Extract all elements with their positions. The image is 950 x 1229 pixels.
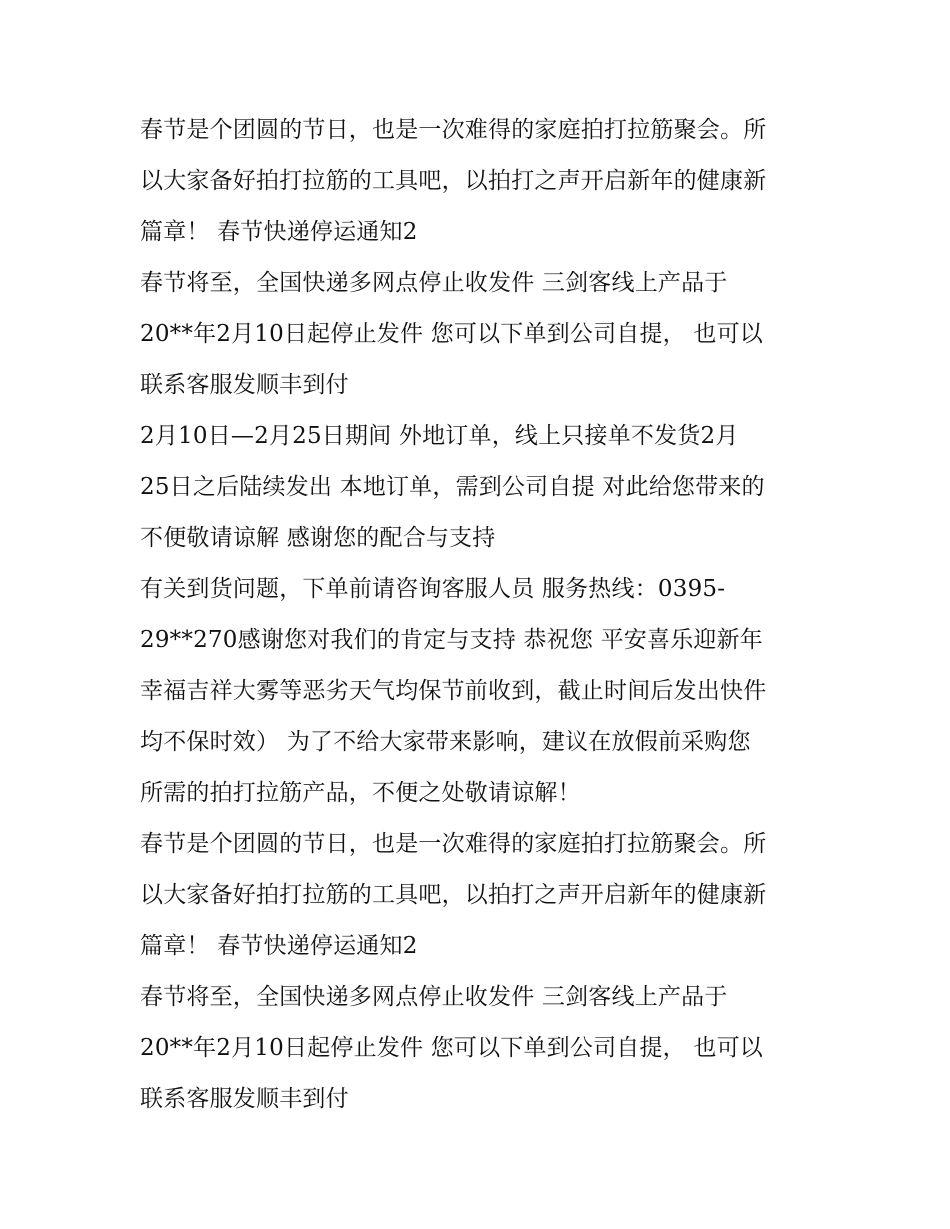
text-line: 幸福吉祥大雾等恶劣天气均保节前收到，截止时间后发出快件 [140, 678, 767, 704]
text-line: 春节是个团圆的节日，也是一次难得的家庭拍打拉筋聚会。所 [140, 831, 767, 857]
text-line: 2月10日—2月25日期间 外地订单，线上只接单不发货2月 [140, 423, 739, 449]
document-body [140, 105, 830, 1125]
text-line: 联系客服发顺丰到付 [140, 372, 349, 398]
text-line: 所需的拍打拉筋产品，不便之处敬请谅解！ [140, 780, 581, 806]
text-line: 春节将至，全国快递多网点停止收发件 三剑客线上产品于 [140, 270, 728, 296]
text-line: 以大家备好拍打拉筋的工具吧，以拍打之声开启新年的健康新 [140, 168, 767, 194]
text-line: 有关到货问题，下单前请咨询客服人员 服务热线：0395- [140, 576, 726, 602]
text-line: 29**270感谢您对我们的肯定与支持 恭祝您 平安喜乐迎新年 [140, 627, 763, 653]
text-line: 均不保时效） 为了不给大家带来影响，建议在放假前采购您 [140, 729, 751, 755]
text-line: 20**年2月10日起停止发件 您可以下单到公司自提， 也可以 [140, 1035, 763, 1061]
text-line: 以大家备好拍打拉筋的工具吧，以拍打之声开启新年的健康新 [140, 882, 767, 908]
text-line: 不便敬请谅解 感谢您的配合与支持 [140, 525, 496, 551]
text-line: 春节将至，全国快递多网点停止收发件 三剑客线上产品于 [140, 984, 728, 1010]
text-line: 25日之后陆续发出 本地订单，需到公司自提 对此给您带来的 [140, 474, 765, 500]
text-line: 春节是个团圆的节日，也是一次难得的家庭拍打拉筋聚会。所 [140, 117, 767, 143]
text-line: 篇章！ 春节快递停运通知2 [140, 219, 418, 245]
text-line: 篇章！ 春节快递停运通知2 [140, 933, 418, 959]
text-line: 20**年2月10日起停止发件 您可以下单到公司自提， 也可以 [140, 321, 763, 347]
text-line: 联系客服发顺丰到付 [140, 1086, 349, 1112]
